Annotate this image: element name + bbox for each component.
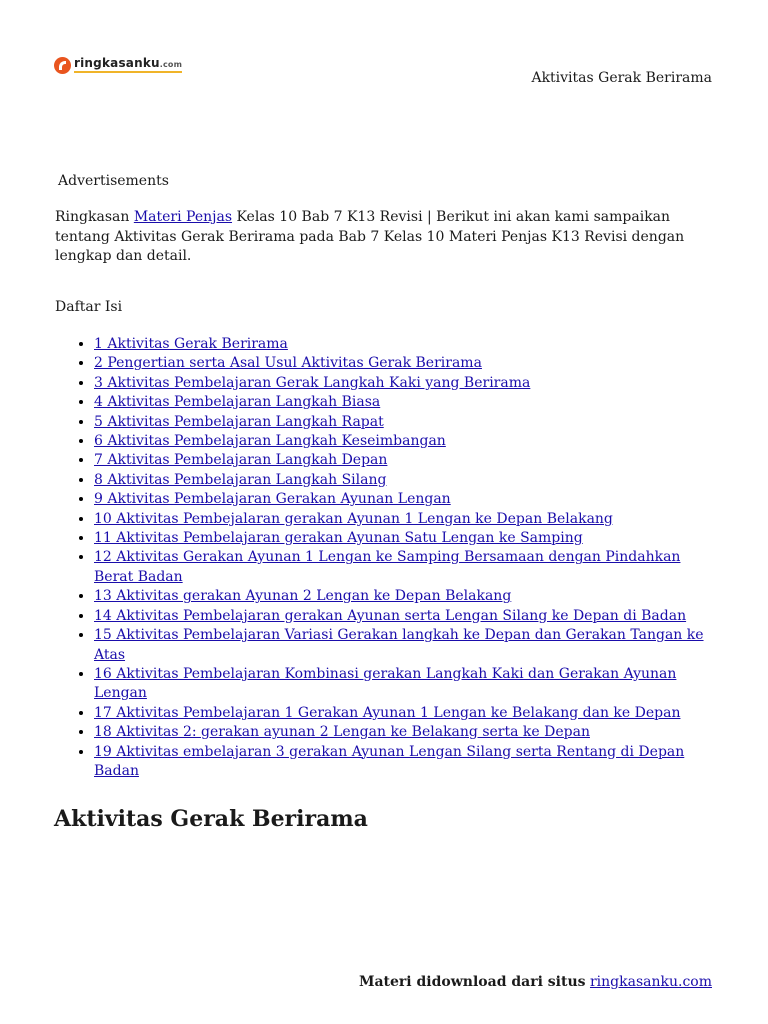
footer-credit bbox=[359, 974, 712, 990]
toc-item bbox=[94, 607, 710, 626]
toc-item bbox=[94, 490, 710, 509]
toc-link[interactable]: 5 Aktivitas Pembelajaran Langkah Rapat bbox=[94, 413, 384, 430]
toc-item bbox=[94, 626, 710, 665]
toc-link[interactable]: 18 Aktivitas 2: gerakan ayunan 2 Lengan ke Belakang serta ke Depan bbox=[94, 724, 590, 741]
toc-item bbox=[94, 393, 710, 412]
toc-title: Daftar Isi bbox=[55, 299, 123, 315]
toc-item bbox=[94, 529, 710, 548]
logo-icon bbox=[54, 57, 71, 74]
toc-item bbox=[94, 451, 710, 470]
advertisements-label: Advertisements bbox=[58, 173, 169, 189]
toc-item bbox=[94, 413, 710, 432]
toc-link[interactable]: 1 Aktivitas Gerak Berirama bbox=[94, 336, 288, 352]
logo-text: ringkasanku bbox=[74, 56, 160, 70]
toc-item bbox=[94, 471, 710, 490]
footer-label: Materi didownload dari situs bbox=[358, 974, 586, 990]
intro-paragraph bbox=[55, 208, 705, 267]
toc-link[interactable]: 19 Aktivitas embelajaran 3 gerakan Ayunan Lengan Silang serta Rentang di Depan Badan bbox=[94, 743, 685, 779]
toc-item bbox=[94, 723, 710, 742]
materi-penjas-link[interactable]: Materi Penjas bbox=[133, 209, 233, 225]
header-title: Aktivitas Gerak Berirama bbox=[531, 70, 712, 86]
toc-link[interactable]: 7 Aktivitas Pembelajaran Langkah Depan bbox=[94, 452, 388, 469]
table-of-contents bbox=[55, 335, 710, 781]
toc-link[interactable]: 13 Aktivitas gerakan Ayunan 2 Lengan ke Depan Belakang bbox=[94, 588, 512, 605]
toc-link[interactable]: 9 Aktivitas Pembelajaran Gerakan Ayunan Lengan bbox=[94, 491, 451, 508]
logo-wordmark bbox=[74, 57, 182, 73]
toc-item bbox=[94, 374, 710, 393]
toc-item bbox=[94, 743, 710, 782]
toc-item bbox=[94, 335, 710, 354]
toc-link[interactable]: 12 Aktivitas Gerakan Ayunan 1 Lengan ke Samping Bersamaan dengan Pindahkan Berat Badan bbox=[94, 549, 681, 585]
toc-link[interactable]: 17 Aktivitas Pembelajaran 1 Gerakan Ayunan 1 Lengan ke Belakang dan ke Depan bbox=[94, 704, 681, 721]
toc-link[interactable]: 11 Aktivitas Pembelajaran gerakan Ayunan Satu Lengan ke Samping bbox=[94, 530, 583, 547]
toc-link[interactable]: 8 Aktivitas Pembelajaran Langkah Silang bbox=[94, 471, 387, 488]
toc-item bbox=[94, 704, 710, 723]
toc-link[interactable]: 4 Aktivitas Pembelajaran Langkah Biasa bbox=[94, 394, 381, 411]
toc-link[interactable]: 14 Aktivitas Pembelajaran gerakan Ayunan serta Lengan Silang ke Depan di Badan bbox=[94, 607, 687, 624]
toc-link[interactable]: 16 Aktivitas Pembelajaran Kombinasi gerakan Langkah Kaki dan Gerakan Ayunan Lengan bbox=[94, 665, 677, 702]
toc-link[interactable]: 15 Aktivitas Pembelajaran Variasi Gerakan langkah ke Depan dan Gerakan Tangan ke Atas bbox=[94, 627, 704, 663]
toc-item bbox=[94, 548, 710, 587]
toc-link[interactable]: 10 Aktivitas Pembejalaran gerakan Ayunan 1 Lengan ke Depan Belakang bbox=[94, 510, 613, 527]
toc-link[interactable]: 3 Aktivitas Pembelajaran Gerak Langkah Kaki yang Berirama bbox=[94, 374, 531, 391]
toc-item bbox=[94, 587, 710, 606]
footer-site-link[interactable]: ringkasanku.com bbox=[589, 974, 712, 990]
toc-item bbox=[94, 510, 710, 529]
toc-item bbox=[94, 432, 710, 451]
toc-item bbox=[94, 354, 710, 373]
toc-link[interactable]: 2 Pengertian serta Asal Usul Aktivitas Gerak Berirama bbox=[94, 355, 482, 372]
toc-item bbox=[94, 665, 710, 704]
intro-suffix: Kelas 10 Bab 7 K13 Revisi | Berikut ini akan kami sampaikan tentang Aktivitas Gerak Berirama pada Bab 7 Kelas 10 Materi Penjas K13 Revisi dengan lengkap dan detail. bbox=[55, 209, 685, 264]
intro-prefix: Ringkasan bbox=[55, 209, 134, 225]
site-logo[interactable] bbox=[54, 56, 182, 74]
logo-domain: .com bbox=[159, 60, 183, 69]
toc-link[interactable]: 6 Aktivitas Pembelajaran Langkah Keseimbangan bbox=[94, 433, 446, 450]
section-heading: Aktivitas Gerak Berirama bbox=[54, 806, 368, 832]
